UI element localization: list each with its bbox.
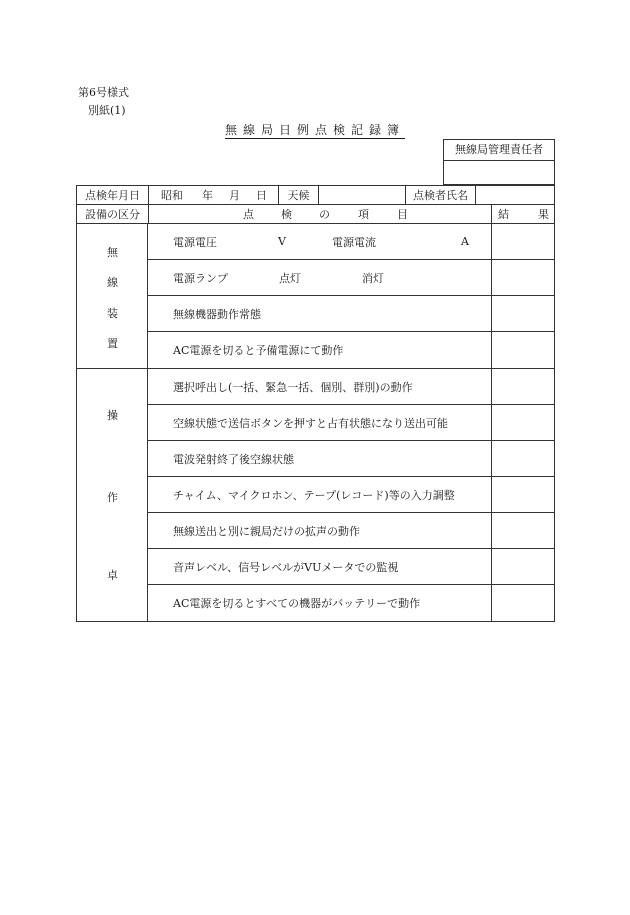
form-number: 第6号様式 [78, 86, 129, 99]
group-label-char: 置 [107, 337, 118, 350]
check-item [148, 369, 554, 405]
inspector-label: 点検者氏名 [405, 186, 475, 204]
check-item-text: AC電源を切ると予備電源にて動作 [173, 344, 344, 357]
era-label: 昭和 [161, 189, 183, 202]
check-item-text: 電源電圧 [173, 235, 217, 249]
category-header: 設備の区分 [85, 208, 140, 221]
inspector-field [475, 186, 554, 204]
info-row [77, 186, 554, 205]
check-item-text: 音声レベル、信号レベルがVUメータでの監視 [173, 560, 399, 574]
check-item [148, 224, 554, 260]
result-header-char: 果 [538, 208, 549, 221]
check-item [148, 513, 554, 549]
check-item [148, 441, 554, 477]
title-text: 無線局日例点検記録簿 [224, 123, 405, 137]
date-field [148, 186, 278, 204]
check-item [148, 296, 554, 332]
item-header-char: 点 [243, 208, 254, 221]
group-label-char: 卓 [107, 569, 118, 582]
item-header-char: 検 [281, 208, 292, 221]
status-unlit: 消灯 [362, 271, 384, 285]
group-label-char: 線 [107, 276, 118, 289]
column-header-row [77, 205, 554, 224]
check-item-text: AC電源を切るとすべての機器がバッテリーで動作 [173, 597, 421, 610]
check-item-text: 無線送出と別に親局だけの拡声の動作 [173, 524, 360, 538]
result-cell [491, 332, 555, 368]
sheet-number: 別紙(1) [88, 104, 126, 117]
inspection-table [76, 185, 555, 622]
document-title [0, 121, 630, 138]
unit-volt: V [278, 235, 286, 248]
result-cell [491, 585, 555, 621]
status-lit: 点灯 [279, 271, 301, 285]
result-header-char: 結 [498, 208, 509, 221]
group-label [77, 369, 148, 621]
check-item [148, 585, 554, 621]
check-item [148, 260, 554, 296]
group-label-char: 操 [107, 409, 118, 422]
manager-box [443, 139, 555, 185]
check-item-text: チャイム、マイクロホン、テープ(レコード)等の入力調整 [173, 488, 455, 502]
result-cell [491, 369, 555, 404]
check-item [148, 549, 554, 585]
result-header [491, 205, 554, 223]
item-header-char: 目 [397, 208, 408, 221]
check-item [148, 477, 554, 513]
year-label: 年 [202, 189, 213, 202]
check-item-text: 選択呼出し(一括、緊急一括、個別、群別)の動作 [173, 380, 413, 394]
check-item-text: 電源ランプ [173, 271, 228, 285]
unit-ampere: A [461, 235, 469, 248]
month-label: 月 [229, 189, 240, 202]
group-radio-equipment [77, 224, 554, 369]
item-header-char: の [319, 208, 330, 221]
weather-label: 天候 [278, 186, 318, 204]
result-cell [491, 296, 555, 331]
result-cell [491, 405, 555, 440]
item-header-char: 項 [358, 208, 369, 221]
check-item-text: 空線状態で送信ボタンを押すと占有状態になり送出可能 [173, 416, 448, 430]
day-label: 日 [256, 189, 267, 202]
weather-field [318, 186, 405, 204]
result-cell [491, 441, 555, 476]
check-item-text: 無線機器動作常態 [173, 307, 261, 321]
group-console [77, 369, 554, 621]
result-cell [491, 549, 555, 584]
group-label-char: 作 [107, 491, 118, 504]
result-cell [491, 260, 555, 295]
manager-label: 無線局管理責任者 [444, 140, 554, 161]
group-label-char: 装 [107, 307, 118, 320]
check-item-text: 電波発射終了後空線状態 [173, 452, 294, 466]
check-item-text: 電源電流 [332, 235, 376, 249]
result-cell [491, 477, 555, 512]
check-item [148, 332, 554, 368]
date-label: 点検年月日 [85, 189, 140, 202]
item-header [148, 205, 491, 223]
group-label [77, 224, 148, 368]
group-label-char: 無 [107, 246, 118, 259]
check-item [148, 405, 554, 441]
result-cell [491, 224, 555, 259]
result-cell [491, 513, 555, 548]
